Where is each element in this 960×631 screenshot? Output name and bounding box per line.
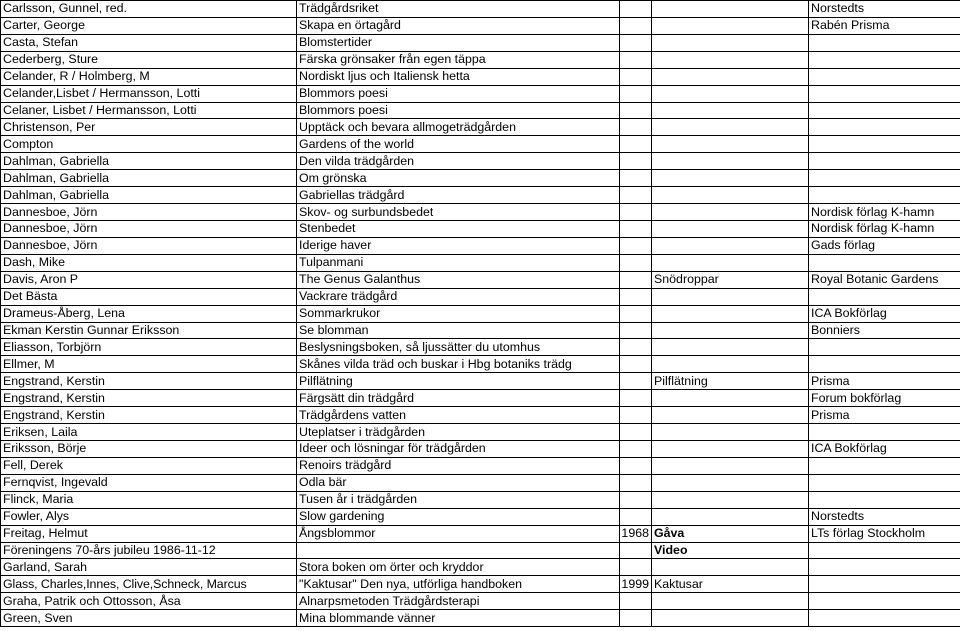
year-cell [620,204,652,221]
publisher-cell [809,153,960,170]
publisher-cell: LTs förlag Stockholm [809,525,960,542]
table-row [1,322,960,339]
title-cell: Vackrare trädgård [297,288,620,305]
publisher-cell [809,34,960,51]
year-cell [620,610,652,627]
title-cell: Slow gardening [297,508,620,525]
year-cell [620,322,652,339]
publisher-cell: Nordisk förlag K-hamn [809,204,960,221]
publisher-cell: Bonniers [809,322,960,339]
publisher-cell: Norstedts [809,508,960,525]
table-row [1,576,960,593]
table-row [1,610,960,627]
year-cell [620,237,652,254]
category-cell: Snödroppar [652,271,809,288]
author-cell: Dash, Mike [1,254,297,271]
author-cell: Dahlman, Gabriella [1,153,297,170]
title-cell: The Genus Galanthus [297,271,620,288]
category-cell [652,85,809,102]
author-cell: Föreningens 70-års jubileu 1986-11-12 [1,542,297,559]
publisher-cell [809,542,960,559]
table-row [1,136,960,153]
table-row [1,373,960,390]
author-cell: Eriksen, Laila [1,424,297,441]
table-row [1,407,960,424]
publisher-cell [809,170,960,187]
year-cell [620,407,652,424]
book-list-body [1,1,960,627]
year-cell: 1999 [620,576,652,593]
author-cell: Flinck, Maria [1,491,297,508]
publisher-cell [809,68,960,85]
year-cell [620,474,652,491]
year-cell [620,254,652,271]
author-cell: Carlsson, Gunnel, red. [1,1,297,18]
publisher-cell [809,288,960,305]
year-cell [620,51,652,68]
year-cell [620,305,652,322]
title-cell: Om grönska [297,170,620,187]
title-cell: "Kaktusar" Den nya, utförliga handboken [297,576,620,593]
category-cell: Video [652,542,809,559]
category-cell [652,339,809,356]
title-cell: Iderige haver [297,237,620,254]
year-cell [620,373,652,390]
title-cell: Trädgårdsriket [297,1,620,18]
title-cell: Alnarpsmetoden Trädgårdsterapi [297,593,620,610]
publisher-cell [809,51,960,68]
year-cell [620,559,652,576]
title-cell [297,542,620,559]
category-cell [652,1,809,18]
year-cell [620,187,652,204]
publisher-cell: Gads förlag [809,237,960,254]
publisher-cell [809,254,960,271]
year-cell [620,136,652,153]
year-cell [620,119,652,136]
author-cell: Compton [1,136,297,153]
table-row [1,237,960,254]
year-cell [620,339,652,356]
category-cell [652,474,809,491]
title-cell: Tulpanmani [297,254,620,271]
publisher-cell [809,559,960,576]
table-row [1,34,960,51]
table-row [1,288,960,305]
table-row [1,525,960,542]
title-cell: Se blomman [297,322,620,339]
category-cell [652,559,809,576]
category-cell [652,593,809,610]
title-cell: Odla bär [297,474,620,491]
year-cell [620,85,652,102]
title-cell: Upptäck och bevara allmogeträdgården [297,119,620,136]
category-cell [652,322,809,339]
author-cell: Dannesboe, Jörn [1,237,297,254]
table-row [1,85,960,102]
category-cell [652,440,809,457]
author-cell: Fowler, Alys [1,508,297,525]
year-cell [620,390,652,407]
title-cell: Mina blommande vänner [297,610,620,627]
year-cell [620,153,652,170]
publisher-cell [809,457,960,474]
title-cell: Den vilda trädgården [297,153,620,170]
title-cell: Färska grönsaker från egen täppa [297,51,620,68]
table-row [1,305,960,322]
title-cell: Stenbedet [297,220,620,237]
publisher-cell: Prisma [809,407,960,424]
publisher-cell [809,102,960,119]
year-cell [620,457,652,474]
category-cell [652,356,809,373]
year-cell [620,288,652,305]
table-row [1,102,960,119]
category-cell [652,491,809,508]
category-cell: Kaktusar [652,576,809,593]
table-row [1,220,960,237]
year-cell [620,170,652,187]
category-cell [652,610,809,627]
publisher-cell: Norstedts [809,1,960,18]
category-cell: Gåva [652,525,809,542]
title-cell: Gabriellas trädgård [297,187,620,204]
title-cell: Skov- og surbundsbedet [297,204,620,221]
author-cell: Dahlman, Gabriella [1,187,297,204]
table-row [1,390,960,407]
category-cell [652,102,809,119]
category-cell [652,220,809,237]
category-cell [652,136,809,153]
title-cell: Ideer och lösningar för trädgården [297,440,620,457]
author-cell: Ellmer, M [1,356,297,373]
table-row [1,424,960,441]
table-row [1,559,960,576]
publisher-cell: Nordisk förlag K-hamn [809,220,960,237]
table-row [1,68,960,85]
author-cell: Casta, Stefan [1,34,297,51]
publisher-cell: Rabén Prisma [809,17,960,34]
title-cell: Ångsblommor [297,525,620,542]
table-row [1,119,960,136]
title-cell: Stora boken om örter och kryddor [297,559,620,576]
category-cell [652,34,809,51]
author-cell: Ekman Kerstin Gunnar Eriksson [1,322,297,339]
year-cell [620,102,652,119]
table-row [1,187,960,204]
category-cell [652,187,809,204]
publisher-cell [809,85,960,102]
title-cell: Trädgårdens vatten [297,407,620,424]
author-cell: Garland, Sarah [1,559,297,576]
year-cell [620,356,652,373]
author-cell: Carter, George [1,17,297,34]
author-cell: Celander, R / Holmberg, M [1,68,297,85]
author-cell: Dannesboe, Jörn [1,204,297,221]
publisher-cell: Royal Botanic Gardens [809,271,960,288]
year-cell [620,271,652,288]
author-cell: Celander,Lisbet / Hermansson, Lotti [1,85,297,102]
category-cell [652,170,809,187]
title-cell: Blommors poesi [297,85,620,102]
publisher-cell [809,474,960,491]
author-cell: Dahlman, Gabriella [1,170,297,187]
table-row [1,474,960,491]
author-cell: Engstrand, Kerstin [1,390,297,407]
author-cell: Celaner, Lisbet / Hermansson, Lotti [1,102,297,119]
category-cell [652,51,809,68]
year-cell [620,593,652,610]
author-cell: Engstrand, Kerstin [1,407,297,424]
title-cell: Blomstertider [297,34,620,51]
year-cell [620,68,652,85]
publisher-cell [809,119,960,136]
author-cell: Green, Sven [1,610,297,627]
table-row [1,254,960,271]
author-cell: Glass, Charles,Innes, Clive,Schneck, Marcus [1,576,297,593]
publisher-cell [809,610,960,627]
publisher-cell [809,356,960,373]
category-cell [652,288,809,305]
title-cell: Sommarkrukor [297,305,620,322]
year-cell: 1968 [620,525,652,542]
year-cell [620,34,652,51]
publisher-cell [809,187,960,204]
category-cell [652,119,809,136]
category-cell [652,407,809,424]
publisher-cell [809,593,960,610]
table-row [1,491,960,508]
author-cell: Engstrand, Kerstin [1,373,297,390]
title-cell: Gardens of the world [297,136,620,153]
table-row [1,1,960,18]
table-row [1,170,960,187]
title-cell: Tusen år i trädgården [297,491,620,508]
table-row [1,508,960,525]
title-cell: Beslysningsboken, så ljussätter du utomhus [297,339,620,356]
year-cell [620,491,652,508]
publisher-cell: Forum bokförlag [809,390,960,407]
publisher-cell [809,424,960,441]
publisher-cell [809,136,960,153]
table-row [1,339,960,356]
author-cell: Dannesboe, Jörn [1,220,297,237]
table-row [1,356,960,373]
category-cell [652,17,809,34]
category-cell [652,305,809,322]
category-cell [652,508,809,525]
year-cell [620,1,652,18]
year-cell [620,440,652,457]
publisher-cell: Prisma [809,373,960,390]
publisher-cell [809,576,960,593]
year-cell [620,17,652,34]
category-cell: Pilflätning [652,373,809,390]
category-cell [652,204,809,221]
table-row [1,17,960,34]
author-cell: Fernqvist, Ingevald [1,474,297,491]
table-row [1,271,960,288]
title-cell: Pilflätning [297,373,620,390]
publisher-cell: ICA Bokförlag [809,305,960,322]
table-row [1,457,960,474]
author-cell: Davis, Aron P [1,271,297,288]
category-cell [652,153,809,170]
author-cell: Graha, Patrik och Ottosson, Åsa [1,593,297,610]
year-cell [620,424,652,441]
year-cell [620,220,652,237]
author-cell: Det Bästa [1,288,297,305]
author-cell: Christenson, Per [1,119,297,136]
table-row [1,204,960,221]
author-cell: Freitag, Helmut [1,525,297,542]
title-cell: Blommors poesi [297,102,620,119]
category-cell [652,237,809,254]
author-cell: Fell, Derek [1,457,297,474]
table-row [1,593,960,610]
year-cell [620,542,652,559]
title-cell: Renoirs trädgård [297,457,620,474]
table-row [1,51,960,68]
title-cell: Nordiskt ljus och Italiensk hetta [297,68,620,85]
year-cell [620,508,652,525]
table-row [1,153,960,170]
table-row [1,542,960,559]
category-cell [652,457,809,474]
author-cell: Drameus-Åberg, Lena [1,305,297,322]
title-cell: Skånes vilda träd och buskar i Hbg botaniks trädg [297,356,620,373]
author-cell: Cederberg, Sture [1,51,297,68]
table-row [1,440,960,457]
title-cell: Färgsätt din trädgård [297,390,620,407]
author-cell: Eliasson, Torbjörn [1,339,297,356]
category-cell [652,424,809,441]
author-cell: Eriksson, Börje [1,440,297,457]
category-cell [652,68,809,85]
category-cell [652,390,809,407]
publisher-cell [809,339,960,356]
publisher-cell [809,491,960,508]
title-cell: Uteplatser i trädgården [297,424,620,441]
publisher-cell: ICA Bokförlag [809,440,960,457]
category-cell [652,254,809,271]
title-cell: Skapa en örtagård [297,17,620,34]
